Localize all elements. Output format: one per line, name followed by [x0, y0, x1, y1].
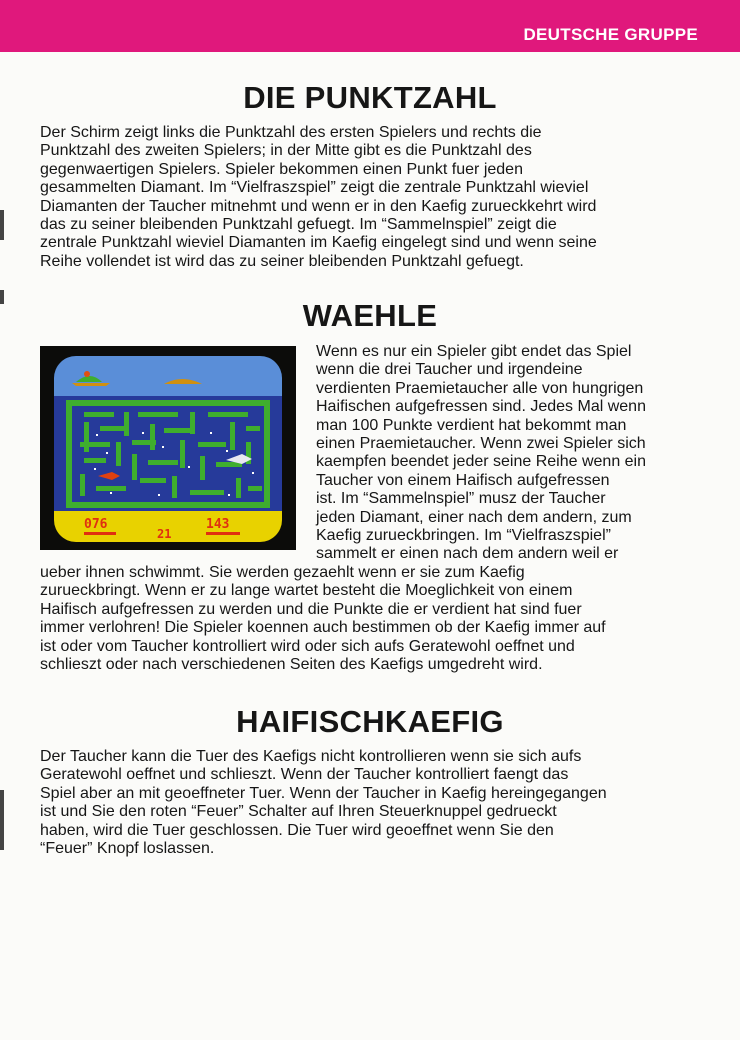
- heading-waehle: WAEHLE: [302, 298, 438, 333]
- maze-wall: [246, 426, 260, 431]
- maze-wall: [80, 442, 110, 447]
- diamond: [226, 450, 228, 452]
- diamond: [94, 468, 96, 470]
- text-line: Wenn es nur ein Spieler gibt endet das Spiel: [316, 343, 632, 360]
- diamond: [110, 492, 112, 494]
- text-line: Diamanten der Taucher mitnehmt und wenn er in den Kaefig zurueckkehrt wird: [40, 197, 597, 215]
- diamond: [228, 494, 230, 496]
- text-line: gegenwaertigen Spielers. Spieler bekommen einen Punkt fuer jeden: [40, 160, 523, 178]
- score-left-underline: [84, 532, 116, 535]
- maze-wall: [208, 412, 248, 417]
- maze-wall: [132, 454, 137, 480]
- maze-wall: [66, 400, 270, 406]
- diamond: [106, 452, 108, 454]
- maze-wall: [124, 412, 129, 436]
- text-line: ueber ihnen schwimmt. Sie werden gezaehlt wenn er sie zum Kaefig: [40, 564, 525, 581]
- text-line: ist oder vom Taucher kontrolliert wird oder sich aufs Geratewohl oeffnet und: [40, 637, 575, 655]
- maze-wall: [150, 424, 155, 450]
- maze-wall: [230, 422, 235, 450]
- paragraph-waehle-side: [316, 343, 646, 564]
- text-line: Der Schirm zeigt links die Punktzahl des ersten Spielers und rechts die: [40, 124, 542, 141]
- text-line: haben, wird die Tuer geschlossen. Die Tuer wird geoeffnet wenn Sie den: [40, 821, 554, 839]
- text-line: kaempfen beendet jeder seine Reihe wenn ein: [316, 453, 647, 471]
- maze-wall: [198, 442, 226, 447]
- text-line: Geratewohl oeffnet und schlieszt. Wenn der Taucher kontrolliert faengt das: [40, 766, 569, 784]
- maze-wall: [116, 442, 121, 466]
- text-line: “Feuer” Knopf loslassen.: [40, 840, 215, 858]
- text-line: das zu seiner bleibenden Punktzahl gefuegt. Im “Sammelnspiel” zeigt die: [40, 216, 557, 234]
- maze-wall: [100, 426, 124, 431]
- maze-wall: [84, 458, 106, 463]
- game-screenshot: [40, 346, 296, 550]
- text-line: einen Praemietaucher. Wenn zwei Spieler sich: [316, 435, 646, 453]
- maze-wall: [132, 440, 156, 445]
- text-line: Haifisch aufgefressen zu werden und die Punkte die er verdient hat sind fuer: [40, 600, 582, 618]
- maze-wall: [66, 400, 72, 508]
- score-right: 143: [206, 517, 230, 532]
- maze-wall: [66, 502, 270, 508]
- text-line: wenn die drei Taucher und irgendeine: [316, 361, 583, 379]
- text-line: jeden Diamant, einer nach dem andern, zum: [316, 508, 632, 526]
- paragraph-haifischkaefig: [40, 748, 607, 858]
- maze-wall: [140, 478, 166, 483]
- score-center: 21: [157, 527, 172, 541]
- diamond: [158, 494, 160, 496]
- diamond: [142, 432, 144, 434]
- text-line: ist und Sie den roten “Feuer” Schalter auf Ihren Steuerknuppel gedrueckt: [40, 803, 557, 821]
- paragraph-waehle-full: [40, 564, 606, 674]
- binding-mark: [0, 210, 4, 240]
- text-line: Haifischen aufgefressen sind. Jedes Mal wenn: [316, 398, 646, 416]
- maze-wall: [172, 476, 177, 498]
- maze-wall: [236, 478, 241, 498]
- maze-wall: [264, 400, 270, 508]
- diamond: [96, 434, 98, 436]
- text-line: man 100 Punkte verdient hat bekommt man: [316, 416, 627, 434]
- text-line: Der Taucher kann die Tuer des Kaefigs nicht kontrollieren wenn sie sich aufs: [40, 748, 582, 765]
- score-right-underline: [206, 532, 240, 535]
- paragraph-punktzahl: [40, 124, 597, 271]
- text-line: Kaefig zurueckbringen. Im “Vielfraszspiel”: [316, 527, 611, 545]
- heading-punktzahl: DIE PUNKTZAHL: [243, 80, 497, 115]
- text-line: Taucher von einem Haifisch aufgefressen: [316, 471, 610, 489]
- maze-wall: [84, 412, 114, 417]
- maze-wall: [96, 486, 126, 491]
- island-tree: [84, 371, 90, 377]
- diamond: [162, 446, 164, 448]
- diamond: [210, 432, 212, 434]
- maze-wall: [80, 474, 85, 496]
- maze-wall: [200, 456, 205, 480]
- diamond: [252, 472, 254, 474]
- heading-haifischkaefig: HAIFISCHKAEFIG: [236, 704, 504, 739]
- diamond: [188, 466, 190, 468]
- game-screen: [40, 346, 296, 550]
- text-line: ist. Im “Sammelnspiel” musz der Taucher: [316, 490, 606, 508]
- text-line: Reihe vollendet ist wird das zu seiner bleibenden Punktzahl gefuegt.: [40, 252, 524, 270]
- maze-wall: [138, 412, 178, 417]
- text-line: immer verlohren! Die Spieler koennen auch bestimmen ob der Kaefig immer auf: [40, 619, 606, 637]
- maze-wall: [248, 486, 262, 491]
- binding-mark: [0, 790, 4, 850]
- maze-wall: [148, 460, 178, 465]
- maze-wall: [190, 490, 224, 495]
- text-line: gesammelten Diamant. Im “Vielfraszspiel” zeigt die zentrale Punktzahl wieviel: [40, 179, 589, 197]
- text-line: verdienten Praemietaucher alle von hungrigen: [316, 379, 644, 397]
- text-line: schlieszt oder nach verschiedenen Seiten des Kaefigs umgedreht wird.: [40, 656, 543, 674]
- text-line: sammelt er einen nach dem andern weil er: [316, 545, 619, 563]
- maze-wall: [164, 428, 194, 433]
- maze-wall: [180, 440, 185, 468]
- score-left: 076: [84, 517, 108, 532]
- text-line: zentrale Punktzahl wieviel Diamanten im Kaefig eingelegt sind und wenn seine: [40, 234, 597, 252]
- text-line: Punktzahl des zweiten Spielers; in der Mitte gibt es die Punktzahl des: [40, 142, 532, 160]
- text-line: Spiel aber an mit geoeffneter Tuer. Wenn der Taucher in Kaefig hereingegangen: [40, 784, 607, 802]
- section-label: DEUTSCHE GRUPPE: [523, 25, 698, 44]
- island-left-beach: [72, 383, 110, 386]
- text-line: zurueckbringt. Wenn er zu lange wartet besteht die Moeglichkeit von einem: [40, 582, 573, 600]
- maze-wall: [84, 422, 89, 452]
